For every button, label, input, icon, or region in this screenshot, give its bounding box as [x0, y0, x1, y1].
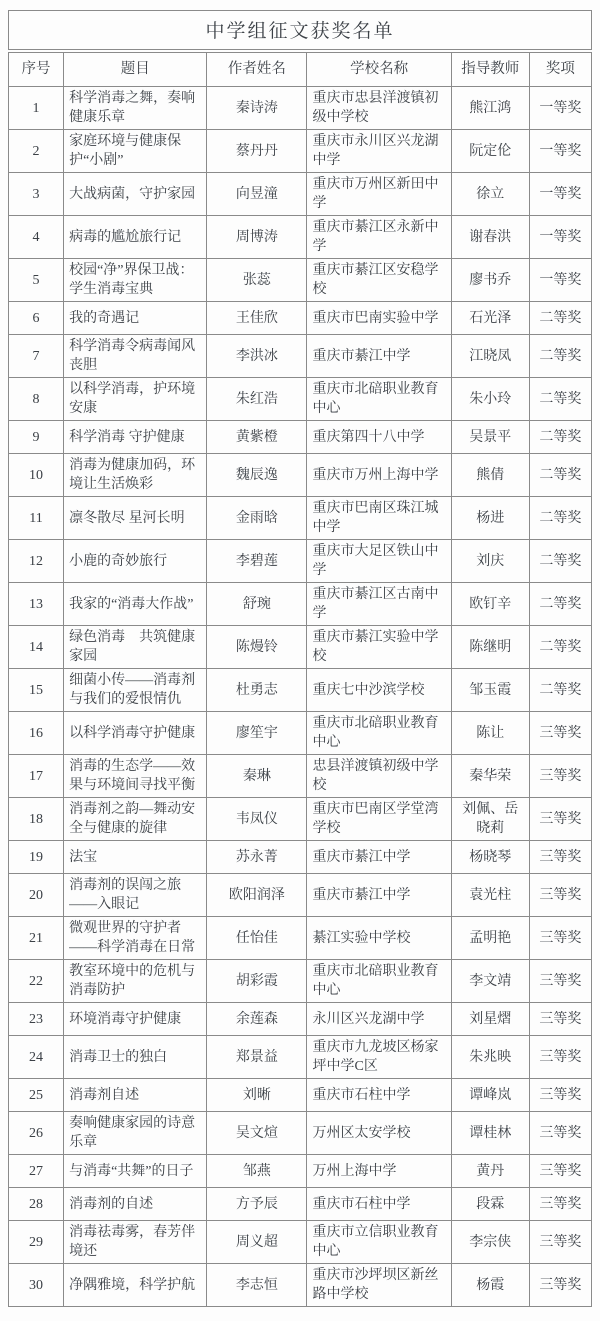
cell-teacher: 石光泽 — [451, 302, 529, 335]
cell-award: 二等奖 — [529, 497, 591, 540]
table-row — [9, 626, 592, 669]
cell-award: 三等奖 — [529, 1155, 591, 1188]
table-header-row — [9, 53, 592, 87]
cell-teacher: 阮定伦 — [451, 130, 529, 173]
cell-index: 18 — [9, 798, 64, 841]
cell-school: 重庆市万州区新田中学 — [307, 173, 451, 216]
cell-index: 3 — [9, 173, 64, 216]
cell-award: 三等奖 — [529, 1003, 591, 1036]
cell-index: 26 — [9, 1112, 64, 1155]
cell-title: 消毒剂自述 — [64, 1079, 207, 1112]
cell-title: 消毒为健康加码，环境让生活焕彩 — [64, 454, 207, 497]
cell-teacher: 谭峰岚 — [451, 1079, 529, 1112]
cell-index: 4 — [9, 216, 64, 259]
cell-teacher: 朱兆映 — [451, 1036, 529, 1079]
table-row — [9, 1155, 592, 1188]
cell-title: 净隅雅境，科学护航 — [64, 1264, 207, 1307]
cell-school: 重庆市永川区兴龙湖中学 — [307, 130, 451, 173]
cell-title: 绿色消毒 共筑健康家园 — [64, 626, 207, 669]
cell-teacher: 熊倩 — [451, 454, 529, 497]
header-cell-author: 作者姓名 — [207, 53, 307, 87]
cell-award: 二等奖 — [529, 540, 591, 583]
cell-award: 二等奖 — [529, 421, 591, 454]
cell-index: 16 — [9, 712, 64, 755]
cell-school: 重庆市北碚职业教育中心 — [307, 378, 451, 421]
table-row — [9, 216, 592, 259]
cell-title: 病毒的尴尬旅行记 — [64, 216, 207, 259]
cell-teacher: 廖书乔 — [451, 259, 529, 302]
cell-index: 28 — [9, 1188, 64, 1221]
cell-award: 一等奖 — [529, 173, 591, 216]
cell-school: 重庆市大足区铁山中学 — [307, 540, 451, 583]
table-row — [9, 259, 592, 302]
cell-author: 魏辰逸 — [207, 454, 307, 497]
header-cell-index: 序号 — [9, 53, 64, 87]
cell-school: 重庆市巴南实验中学 — [307, 302, 451, 335]
cell-index: 19 — [9, 841, 64, 874]
cell-index: 10 — [9, 454, 64, 497]
cell-school: 忠县洋渡镇初级中学校 — [307, 755, 451, 798]
cell-teacher: 袁光柱 — [451, 874, 529, 917]
cell-author: 张蕊 — [207, 259, 307, 302]
cell-index: 7 — [9, 335, 64, 378]
cell-title: 消毒祛毒雾，春芳伴境还 — [64, 1221, 207, 1264]
cell-author: 方予辰 — [207, 1188, 307, 1221]
cell-title: 消毒剂之韵—舞动安全与健康的旋律 — [64, 798, 207, 841]
table-row — [9, 917, 592, 960]
cell-teacher: 江晓凤 — [451, 335, 529, 378]
cell-author: 刘晰 — [207, 1079, 307, 1112]
cell-award: 三等奖 — [529, 1188, 591, 1221]
cell-index: 15 — [9, 669, 64, 712]
cell-index: 20 — [9, 874, 64, 917]
table-row — [9, 497, 592, 540]
table-row — [9, 583, 592, 626]
cell-author: 周博涛 — [207, 216, 307, 259]
cell-title: 我家的“消毒大作战” — [64, 583, 207, 626]
cell-title: 我的奇遇记 — [64, 302, 207, 335]
table-row — [9, 335, 592, 378]
cell-school: 重庆七中沙滨学校 — [307, 669, 451, 712]
cell-index: 9 — [9, 421, 64, 454]
table-row — [9, 540, 592, 583]
cell-teacher: 段霖 — [451, 1188, 529, 1221]
cell-school: 重庆市綦江中学 — [307, 335, 451, 378]
cell-index: 17 — [9, 755, 64, 798]
cell-author: 李碧莲 — [207, 540, 307, 583]
table-row — [9, 669, 592, 712]
cell-award: 三等奖 — [529, 874, 591, 917]
cell-school: 綦江实验中学校 — [307, 917, 451, 960]
cell-award: 一等奖 — [529, 259, 591, 302]
cell-teacher: 谢春洪 — [451, 216, 529, 259]
table-row — [9, 874, 592, 917]
cell-author: 蔡丹丹 — [207, 130, 307, 173]
cell-title: 消毒卫士的独白 — [64, 1036, 207, 1079]
cell-title: 与消毒“共舞”的日子 — [64, 1155, 207, 1188]
cell-title: 科学消毒 守护健康 — [64, 421, 207, 454]
cell-author: 李洪冰 — [207, 335, 307, 378]
table-row — [9, 1112, 592, 1155]
header-cell-title: 题目 — [64, 53, 207, 87]
cell-title: 家庭环境与健康保护“小剧” — [64, 130, 207, 173]
cell-title: 教室环境中的危机与消毒防护 — [64, 960, 207, 1003]
cell-author: 秦琳 — [207, 755, 307, 798]
cell-school: 重庆市綦江中学 — [307, 841, 451, 874]
cell-teacher: 欧钉辛 — [451, 583, 529, 626]
cell-award: 二等奖 — [529, 302, 591, 335]
cell-school: 重庆市綦江区永新中学 — [307, 216, 451, 259]
cell-school: 重庆市巴南区学堂湾学校 — [307, 798, 451, 841]
cell-school: 重庆市綦江中学 — [307, 874, 451, 917]
cell-author: 苏永菁 — [207, 841, 307, 874]
cell-title: 消毒剂的误闯之旅——入眼记 — [64, 874, 207, 917]
cell-author: 杜勇志 — [207, 669, 307, 712]
cell-school: 重庆市立信职业教育中心 — [307, 1221, 451, 1264]
cell-author: 韦凤仪 — [207, 798, 307, 841]
cell-award: 一等奖 — [529, 216, 591, 259]
cell-title: 凛冬散尽 星河长明 — [64, 497, 207, 540]
cell-school: 重庆市石柱中学 — [307, 1079, 451, 1112]
awards-table — [8, 52, 592, 1307]
cell-school: 重庆市綦江区安稳学校 — [307, 259, 451, 302]
cell-teacher: 孟明艳 — [451, 917, 529, 960]
cell-index: 12 — [9, 540, 64, 583]
cell-author: 郑景益 — [207, 1036, 307, 1079]
cell-author: 黄紫橙 — [207, 421, 307, 454]
cell-index: 21 — [9, 917, 64, 960]
cell-index: 6 — [9, 302, 64, 335]
cell-title: 消毒剂的自述 — [64, 1188, 207, 1221]
cell-teacher: 黄丹 — [451, 1155, 529, 1188]
cell-index: 22 — [9, 960, 64, 1003]
cell-index: 13 — [9, 583, 64, 626]
cell-award: 一等奖 — [529, 130, 591, 173]
cell-index: 2 — [9, 130, 64, 173]
cell-award: 三等奖 — [529, 1264, 591, 1307]
cell-title: 消毒的生态学——效果与环境间寻找平衡 — [64, 755, 207, 798]
cell-author: 向昱潼 — [207, 173, 307, 216]
cell-school: 重庆市巴南区珠江城中学 — [307, 497, 451, 540]
table-row — [9, 960, 592, 1003]
cell-award: 二等奖 — [529, 335, 591, 378]
cell-teacher: 吴景平 — [451, 421, 529, 454]
cell-teacher: 谭桂林 — [451, 1112, 529, 1155]
cell-award: 三等奖 — [529, 960, 591, 1003]
cell-index: 11 — [9, 497, 64, 540]
table-row — [9, 378, 592, 421]
cell-teacher: 刘星熠 — [451, 1003, 529, 1036]
cell-award: 三等奖 — [529, 1112, 591, 1155]
table-row — [9, 755, 592, 798]
cell-teacher: 杨晓琴 — [451, 841, 529, 874]
cell-school: 重庆市沙坪坝区新丝路中学校 — [307, 1264, 451, 1307]
cell-author: 朱红浩 — [207, 378, 307, 421]
cell-teacher: 熊江鸿 — [451, 87, 529, 130]
cell-teacher: 邹玉霞 — [451, 669, 529, 712]
cell-award: 三等奖 — [529, 798, 591, 841]
cell-teacher: 刘佩、岳晓莉 — [451, 798, 529, 841]
table-row — [9, 1003, 592, 1036]
table-row — [9, 798, 592, 841]
table-row — [9, 1036, 592, 1079]
cell-school: 万州上海中学 — [307, 1155, 451, 1188]
cell-award: 三等奖 — [529, 1079, 591, 1112]
cell-title: 环境消毒守护健康 — [64, 1003, 207, 1036]
cell-teacher: 杨进 — [451, 497, 529, 540]
cell-award: 三等奖 — [529, 755, 591, 798]
header-cell-school: 学校名称 — [307, 53, 451, 87]
cell-teacher: 陈让 — [451, 712, 529, 755]
cell-author: 欧阳润泽 — [207, 874, 307, 917]
cell-teacher: 朱小玲 — [451, 378, 529, 421]
table-row — [9, 1188, 592, 1221]
cell-author: 廖笙宇 — [207, 712, 307, 755]
cell-title: 奏响健康家园的诗意乐章 — [64, 1112, 207, 1155]
cell-school: 重庆市忠县洋渡镇初级中学校 — [307, 87, 451, 130]
cell-school: 重庆第四十八中学 — [307, 421, 451, 454]
cell-teacher: 刘庆 — [451, 540, 529, 583]
cell-author: 胡彩霞 — [207, 960, 307, 1003]
cell-title: 科学消毒之舞，奏响健康乐章 — [64, 87, 207, 130]
cell-award: 三等奖 — [529, 841, 591, 874]
cell-index: 14 — [9, 626, 64, 669]
cell-award: 二等奖 — [529, 378, 591, 421]
cell-award: 二等奖 — [529, 583, 591, 626]
cell-school: 重庆市北碚职业教育中心 — [307, 712, 451, 755]
cell-school: 重庆市綦江区古南中学 — [307, 583, 451, 626]
table-row — [9, 130, 592, 173]
page-title: 中学组征文获奖名单 — [8, 10, 592, 50]
cell-title: 科学消毒令病毒闻风丧胆 — [64, 335, 207, 378]
cell-school: 重庆市綦江实验中学校 — [307, 626, 451, 669]
cell-index: 23 — [9, 1003, 64, 1036]
cell-index: 29 — [9, 1221, 64, 1264]
table-row — [9, 454, 592, 497]
cell-award: 二等奖 — [529, 626, 591, 669]
table-row — [9, 87, 592, 130]
cell-index: 25 — [9, 1079, 64, 1112]
cell-teacher: 徐立 — [451, 173, 529, 216]
cell-index: 24 — [9, 1036, 64, 1079]
cell-index: 1 — [9, 87, 64, 130]
cell-title: 以科学消毒守护健康 — [64, 712, 207, 755]
cell-school: 永川区兴龙湖中学 — [307, 1003, 451, 1036]
cell-teacher: 秦华荣 — [451, 755, 529, 798]
cell-teacher: 陈继明 — [451, 626, 529, 669]
cell-award: 三等奖 — [529, 712, 591, 755]
cell-award: 二等奖 — [529, 454, 591, 497]
cell-title: 大战病菌，守护家园 — [64, 173, 207, 216]
cell-title: 细菌小传——消毒剂与我们的爱恨情仇 — [64, 669, 207, 712]
cell-award: 三等奖 — [529, 1221, 591, 1264]
cell-index: 8 — [9, 378, 64, 421]
cell-author: 邹燕 — [207, 1155, 307, 1188]
cell-title: 校园“净”界保卫战：学生消毒宝典 — [64, 259, 207, 302]
cell-author: 王佳欣 — [207, 302, 307, 335]
cell-award: 二等奖 — [529, 669, 591, 712]
table-body — [9, 87, 592, 1307]
cell-author: 任怡佳 — [207, 917, 307, 960]
table-row — [9, 421, 592, 454]
cell-award: 一等奖 — [529, 87, 591, 130]
cell-teacher: 李文靖 — [451, 960, 529, 1003]
cell-teacher: 杨霞 — [451, 1264, 529, 1307]
cell-author: 金雨晗 — [207, 497, 307, 540]
header-cell-award: 奖项 — [529, 53, 591, 87]
cell-author: 秦诗涛 — [207, 87, 307, 130]
cell-title: 法宝 — [64, 841, 207, 874]
table-row — [9, 841, 592, 874]
cell-author: 舒琬 — [207, 583, 307, 626]
cell-award: 三等奖 — [529, 1036, 591, 1079]
cell-author: 吴文煊 — [207, 1112, 307, 1155]
table-row — [9, 1079, 592, 1112]
cell-school: 重庆市万州上海中学 — [307, 454, 451, 497]
cell-index: 27 — [9, 1155, 64, 1188]
table-row — [9, 712, 592, 755]
cell-school: 重庆市石柱中学 — [307, 1188, 451, 1221]
cell-author: 陈熳铃 — [207, 626, 307, 669]
cell-school: 重庆市北碚职业教育中心 — [307, 960, 451, 1003]
cell-award: 三等奖 — [529, 917, 591, 960]
table-row — [9, 1221, 592, 1264]
header-cell-teacher: 指导教师 — [451, 53, 529, 87]
cell-index: 30 — [9, 1264, 64, 1307]
cell-author: 周义超 — [207, 1221, 307, 1264]
cell-title: 微观世界的守护者——科学消毒在日常 — [64, 917, 207, 960]
cell-title: 以科学消毒，护环境安康 — [64, 378, 207, 421]
cell-teacher: 李宗侠 — [451, 1221, 529, 1264]
cell-index: 5 — [9, 259, 64, 302]
cell-school: 万州区太安学校 — [307, 1112, 451, 1155]
table-row — [9, 1264, 592, 1307]
cell-author: 余莲森 — [207, 1003, 307, 1036]
cell-title: 小鹿的奇妙旅行 — [64, 540, 207, 583]
cell-author: 李志恒 — [207, 1264, 307, 1307]
cell-school: 重庆市九龙坡区杨家坪中学C区 — [307, 1036, 451, 1079]
table-row — [9, 302, 592, 335]
table-row — [9, 173, 592, 216]
